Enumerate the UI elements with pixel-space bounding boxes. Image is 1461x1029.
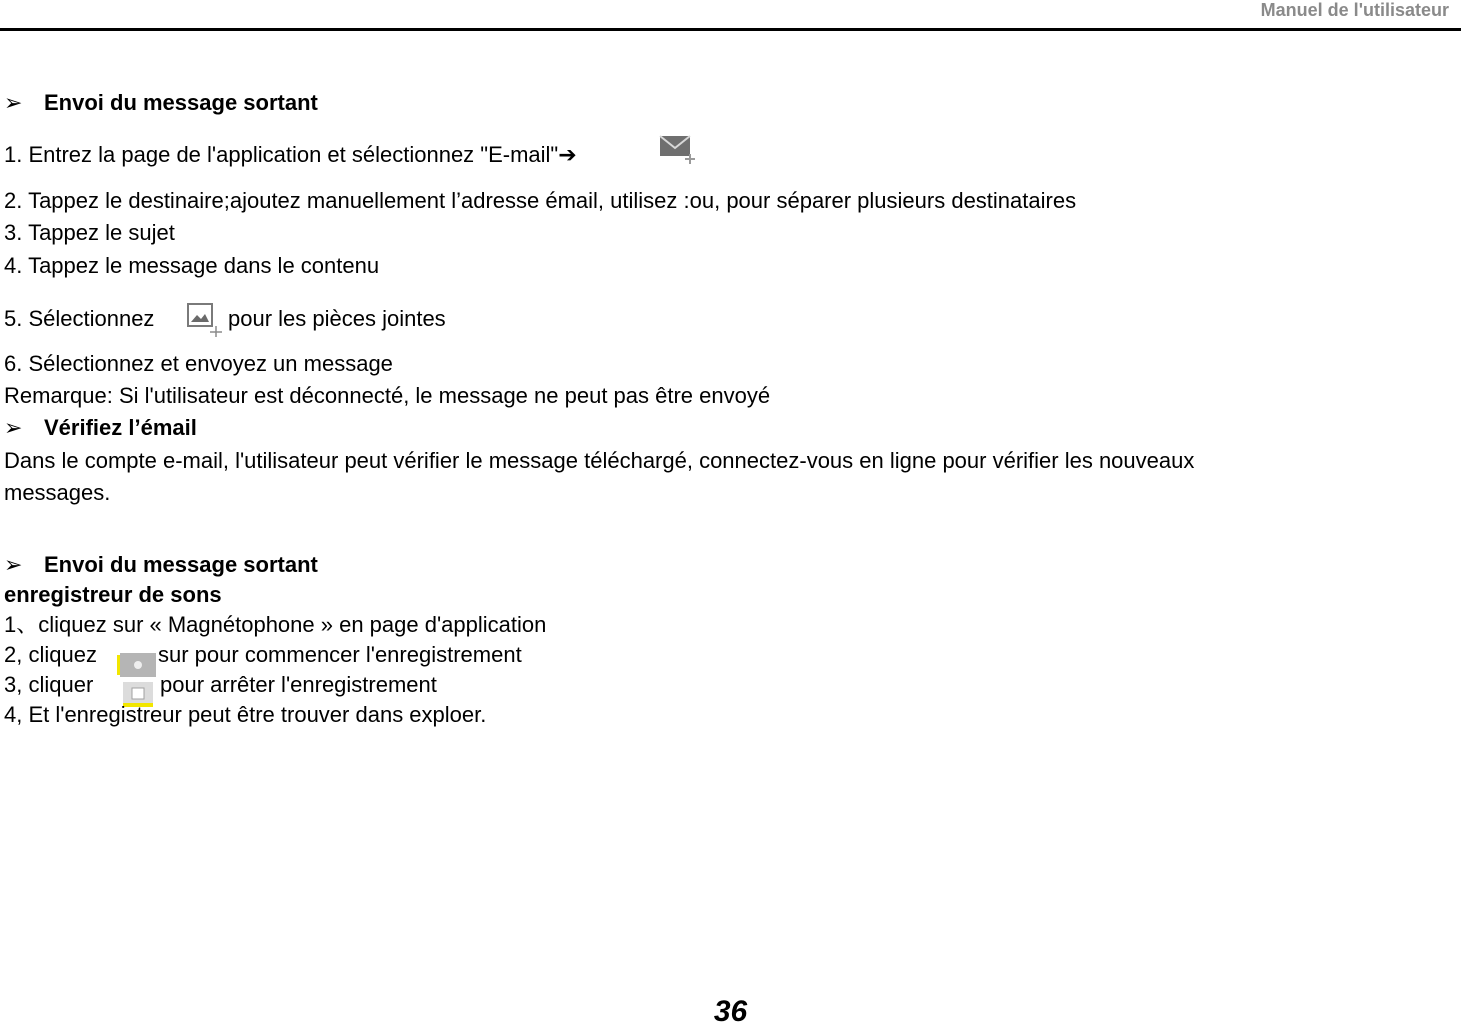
attach-image-icon <box>186 302 226 338</box>
item2-pre: 2, cliquez <box>4 642 97 667</box>
header-title: Manuel de l'utilisateur <box>1260 0 1449 20</box>
item2-post: sur pour commencer l'enregistrement <box>158 642 522 667</box>
step5-post: pour les pièces jointes <box>228 306 446 331</box>
step1-text: 1. Entrez la page de l'application et sélectionnez "E-mail" <box>4 142 559 167</box>
step2: 2. Tappez le destinaire;ajoutez manuellement l’adresse émail, utilisez :ou, pour séparer plusieurs destinataires <box>4 188 1077 213</box>
section1-heading-row <box>4 90 318 116</box>
section1-heading: Envoi du message sortant <box>44 90 318 115</box>
item1: 1、cliquez sur « Magnétophone » en page d'application <box>4 612 547 637</box>
item3-pre: 3, cliquer <box>4 672 94 697</box>
note: Remarque: Si l'utilisateur est déconnecté, le message ne peut pas être envoyé <box>4 383 771 408</box>
step1-arrow: ➔ <box>558 142 577 167</box>
step6: 6. Sélectionnez et envoyez un message <box>4 351 393 376</box>
bullet-arrow-icon: ➢ <box>4 415 23 440</box>
bullet-arrow-icon: ➢ <box>4 90 23 115</box>
step5-pre: 5. Sélectionnez <box>4 306 155 331</box>
section2-para-line2: messages. <box>4 480 111 505</box>
step3: 3. Tappez le sujet <box>4 220 175 245</box>
section2-para-line1: Dans le compte e-mail, l'utilisateur peut vérifier le message téléchargé, connectez-vous en ligne pour vérifier les nouveaux <box>4 448 1195 473</box>
item3-post: pour arrêter l'enregistrement <box>160 672 437 697</box>
section3-heading: Envoi du message sortant <box>44 552 318 577</box>
step1 <box>4 142 577 168</box>
section3-subheading: enregistreur de sons <box>4 582 222 607</box>
item4: 4, Et l'enregistreur peut être trouver dans exploer. <box>4 702 487 727</box>
bullet-arrow-icon: ➢ <box>4 552 23 577</box>
email-compose-icon <box>656 130 698 166</box>
section3-heading-row <box>4 552 318 578</box>
step4: 4. Tappez le message dans le contenu <box>4 253 380 278</box>
section2-heading: Vérifiez l’émail <box>44 415 197 440</box>
section2-heading-row <box>4 415 197 441</box>
page-number: 36 <box>713 995 748 1028</box>
header-rule <box>0 28 1461 31</box>
record-icon <box>116 651 158 679</box>
